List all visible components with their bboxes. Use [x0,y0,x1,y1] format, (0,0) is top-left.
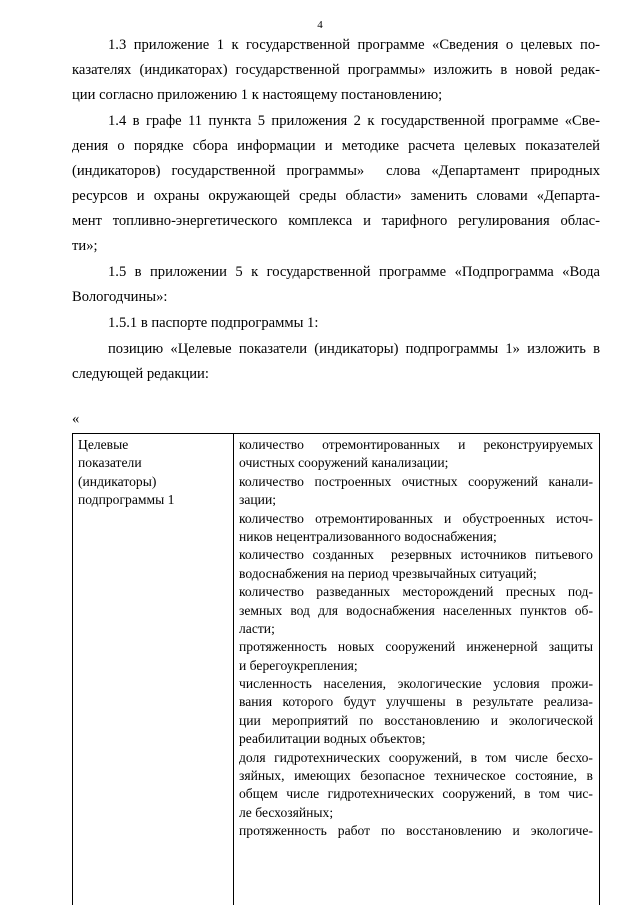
subprogram-passport-table [72,433,600,905]
indicator-line: ласти; [239,620,275,636]
indicator-line: ции мероприятий по восстановлению и экологической [239,712,593,728]
label-line: Целевые [78,437,129,452]
paragraph [72,337,600,387]
indicator-line: земных вод для водоснабжения населенных пунктов об- [239,602,593,618]
indicator-line: зяйных, имеющих безопасное техническое состояние, в [239,768,593,784]
label-line: (индикаторы) [78,473,157,489]
indicator-line: количество разведанных месторождений пресных под- [239,584,593,600]
label-line: подпрограммы 1 [78,492,175,508]
indicator-line: численность населения, экологические условия прожи- [239,676,593,692]
paragraph-line: мент топливно-энергетического комплекса и тарифного регулирования облас- [72,213,600,229]
paragraph [72,260,600,310]
table-value-cell [239,436,593,841]
paragraph [72,33,600,108]
indicator-line: общем числе гидротехнических сооружений, в том чис- [239,786,593,802]
document-body [72,33,600,387]
indicator-line: и берегоукрепления; [239,657,358,673]
indicator-line: протяженность новых сооружений инженерной защиты [239,639,593,655]
indicator-line: ников нецентрализованного водоснабжения; [239,528,497,544]
indicator-line: количество созданных резервных источников питьевого [239,547,593,563]
paragraph-line: ти»; [72,238,98,254]
indicator-line: очистных сооружений канализации; [239,455,449,471]
paragraph-line: 1.5.1 в паспорте подпрограммы 1: [108,315,319,331]
paragraph-line: ции согласно приложению 1 к настоящему постановлению; [72,87,443,103]
indicator-line: зации; [239,492,277,508]
paragraph-line: следующей редакции: [72,366,209,382]
indicator-line: количество отремонтированных и обустроенных источ- [239,510,593,526]
paragraph [72,311,600,336]
indicator-line: реабилитации водных объектов; [239,731,426,747]
paragraph-line: казателях (индикаторах) государственной программы» изложить в новой редак- [72,62,600,78]
indicator-line: протяженность работ по восстановлению и экологиче- [239,823,593,839]
paragraph-line: 1.3 приложение 1 к государственной программе «Сведения о целевых по- [108,37,600,53]
indicator-line: вания которого будут улучшены в результате реализа- [239,694,593,710]
paragraph-line: (индикаторов) государственной программы» слова «Департамент природных [72,163,600,179]
paragraph [72,109,600,259]
page-number: 4 [317,19,323,31]
indicator-line: доля гидротехнических сооружений, в том числе бесхо- [239,749,593,765]
indicator-line: ле бесхозяйных; [239,804,334,820]
paragraph-line: позицию «Целевые показатели (индикаторы) подпрограммы 1» изложить в [108,341,600,357]
label-line: показатели [78,455,142,471]
paragraph-line: дения о порядке сбора информации и методике расчета целевых показателей [72,138,600,154]
paragraph-line: ресурсов и охраны окружающей среды области» заменить словами «Департа- [72,188,600,204]
opening-quote-mark: « [72,411,80,427]
indicator-line: количество построенных очистных сооружений канали- [239,473,593,489]
indicator-line: водоснабжения на период чрезвычайных ситуаций; [239,565,537,581]
paragraph-line: Вологодчины»: [72,289,168,305]
table-label-cell [78,436,228,510]
indicator-line: количество отремонтированных и реконструируемых [239,437,593,452]
paragraph-line: 1.4 в графе 11 пункта 5 приложения 2 к государственной программе «Све- [108,113,600,129]
table-column-divider [233,434,234,905]
paragraph-line: 1.5 в приложении 5 к государственной программе «Подпрограмма «Вода [108,264,600,280]
